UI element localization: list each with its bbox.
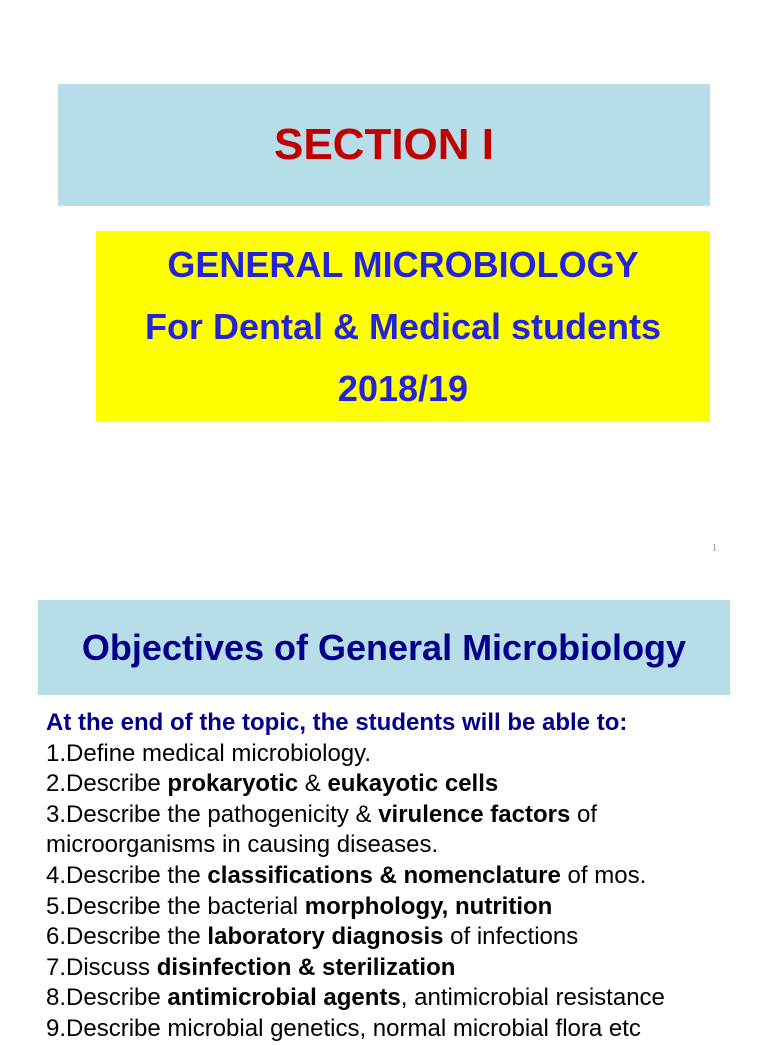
objective-emphasis: virulence factors xyxy=(378,800,571,828)
objective-item-continued xyxy=(46,830,762,861)
objective-item xyxy=(46,1014,762,1045)
objective-text: 2.Describe xyxy=(46,770,168,798)
section-title: SECTION I xyxy=(273,120,495,169)
objective-emphasis: disinfection & sterilization xyxy=(156,953,456,981)
objective-text: 8.Describe xyxy=(46,984,168,1012)
objective-item xyxy=(46,953,762,984)
subtitle-line-course: GENERAL MICROBIOLOGY xyxy=(167,243,639,285)
objective-item xyxy=(46,922,762,953)
subtitle-line-year: 2018/19 xyxy=(337,367,469,409)
objective-item xyxy=(46,800,762,831)
objective-text: 6.Describe the xyxy=(46,923,208,951)
objectives-title: Objectives of General Microbiology xyxy=(81,626,687,668)
objective-item xyxy=(46,739,762,770)
objective-emphasis: morphology, nutrition xyxy=(304,892,553,920)
objective-text: 3.Describe the pathogenicity & xyxy=(46,800,379,828)
objectives-title-banner xyxy=(38,600,730,695)
objective-text: 5.Describe the bacterial xyxy=(46,892,305,920)
objective-text: & xyxy=(298,770,328,798)
objective-item xyxy=(46,892,762,923)
objective-text: , antimicrobial resistance xyxy=(400,984,665,1012)
objective-item xyxy=(46,861,762,892)
objective-text: 1.Define medical microbiology. xyxy=(46,739,372,767)
course-subtitle-box xyxy=(96,231,710,422)
objectives-intro: At the end of the topic, the students will be able to: xyxy=(46,709,628,736)
slide-number: 1 xyxy=(712,543,717,554)
section-title-banner xyxy=(58,84,710,206)
objective-item xyxy=(46,983,762,1014)
objective-text: of mos. xyxy=(560,861,647,889)
subtitle-line-audience: For Dental & Medical students xyxy=(144,305,662,347)
objective-text: of xyxy=(570,800,597,828)
objective-item xyxy=(46,769,762,800)
objective-emphasis: laboratory diagnosis xyxy=(207,923,444,951)
objective-text: 4.Describe the xyxy=(46,861,208,889)
objective-emphasis: eukayotic cells xyxy=(327,770,499,798)
objective-text: 9.Describe microbial genetics, normal microbial flora etc xyxy=(46,1014,641,1042)
objective-text: microorganisms in causing diseases. xyxy=(46,831,439,859)
objective-emphasis: antimicrobial agents xyxy=(167,984,401,1012)
objective-emphasis: prokaryotic xyxy=(167,770,299,798)
objectives-body xyxy=(46,708,762,1045)
objective-text: of infections xyxy=(443,923,579,951)
objective-text: 7.Discuss xyxy=(46,953,157,981)
objective-emphasis: classifications & nomenclature xyxy=(207,861,561,889)
